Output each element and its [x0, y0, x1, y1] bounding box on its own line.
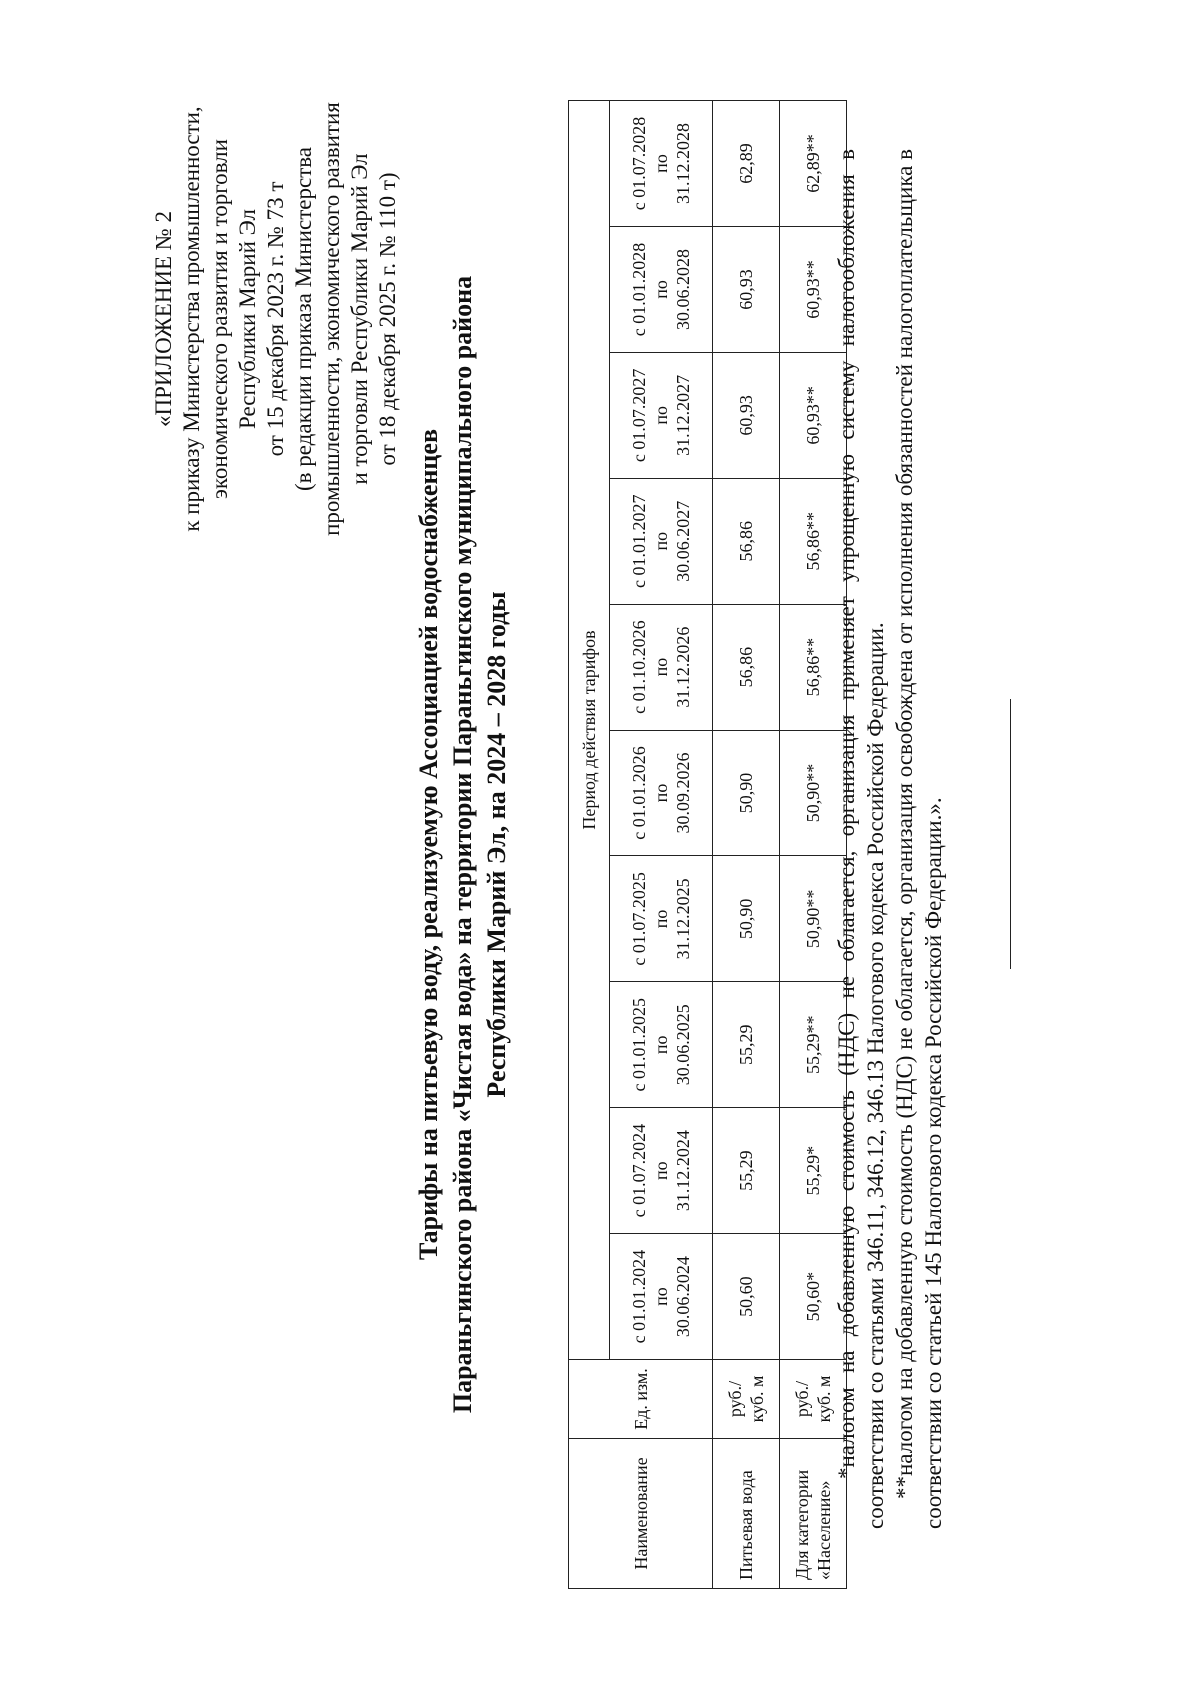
header-name: Наименование	[569, 1439, 713, 1589]
row-unit: руб./ куб. м	[780, 1360, 847, 1439]
document-title	[412, 100, 514, 1589]
period-header: с 01.07.2024 по 31.12.2024	[610, 1108, 713, 1234]
title-line: Параньгинского района «Чистая вода» на территории Параньгинского муниципального района	[448, 275, 477, 1414]
tariff-cell: 56,86**	[780, 478, 847, 604]
tariff-cell: 60,93**	[780, 226, 847, 352]
appendix-line: промышленности, экономического развития	[319, 102, 344, 536]
tariff-cell: 50,60	[713, 1234, 780, 1360]
title-line: Тарифы на питьевую воду, реализуемую Ассоциацией водоснабженцев	[414, 429, 443, 1261]
period-header: с 01.10.2026 по 31.12.2026	[610, 604, 713, 730]
footnote-vat-simplified: *налогом на добавленную стоимость (НДС) не облагается, организация применяет упрощенную систему налогообложения в соответствии со статьями 346.11, 346.12, 346.13 Налогового кодекса Российской Федерации.	[834, 149, 888, 1529]
footnotes	[832, 149, 948, 1529]
appendix-line: от 18 декабря 2025 г. № 110 т)	[375, 172, 400, 466]
tariff-cell: 50,90	[713, 730, 780, 856]
period-header: с 01.01.2024 по 30.06.2024	[610, 1234, 713, 1360]
period-header: с 01.01.2025 по 30.06.2025	[610, 982, 713, 1108]
appendix-line: к приказу Министерства промышленности,	[179, 106, 204, 532]
row-name: Питьевая вода	[713, 1439, 780, 1589]
appendix-line: и торговли Республики Марий Эл	[347, 153, 372, 485]
tariff-cell: 50,90	[713, 856, 780, 982]
period-header: с 01.07.2028 по 31.12.2028	[610, 101, 713, 227]
period-header: с 01.07.2025 по 31.12.2025	[610, 856, 713, 982]
appendix-line: от 15 декабря 2023 г. № 73 т	[263, 181, 288, 457]
tariff-cell: 56,86**	[780, 604, 847, 730]
appendix-line: Республики Марий Эл	[235, 208, 260, 430]
tariff-cell: 56,86	[713, 478, 780, 604]
period-header: с 01.01.2028 по 30.06.2028	[610, 226, 713, 352]
tariff-cell: 60,93	[713, 352, 780, 478]
tariff-cell: 50,60*	[780, 1234, 847, 1360]
period-header: с 01.01.2027 по 30.06.2027	[610, 478, 713, 604]
tariff-cell: 60,93**	[780, 352, 847, 478]
appendix-line: «ПРИЛОЖЕНИЕ № 2	[151, 210, 176, 428]
tariff-cell: 50,90**	[780, 856, 847, 982]
tariff-cell: 62,89	[713, 101, 780, 227]
appendix-line: экономического развития и торговли	[207, 139, 232, 499]
header-period-group: Период действия тарифов	[569, 101, 610, 1360]
tariff-cell: 55,29**	[780, 982, 847, 1108]
row-name: Для категории «Население»	[780, 1439, 847, 1589]
tariff-cell: 62,89**	[780, 101, 847, 227]
title-line: Республики Марий Эл, на 2024 – 2028 годы	[482, 591, 511, 1098]
header-unit: Ед. изм.	[569, 1360, 713, 1439]
tariff-table	[568, 100, 847, 1589]
end-divider-line	[1010, 699, 1011, 969]
appendix-header	[150, 99, 402, 539]
table-header-row	[569, 101, 610, 1589]
period-header: с 01.01.2026 по 30.09.2026	[610, 730, 713, 856]
tariff-cell: 60,93	[713, 226, 780, 352]
tariff-cell: 50,90**	[780, 730, 847, 856]
row-unit: руб./ куб. м	[713, 1360, 780, 1439]
tariff-cell: 55,29	[713, 1108, 780, 1234]
appendix-line: (в редакции приказа Министерства	[291, 147, 316, 492]
tariff-cell: 56,86	[713, 604, 780, 730]
period-header: с 01.07.2027 по 31.12.2027	[610, 352, 713, 478]
tariff-cell: 55,29	[713, 982, 780, 1108]
tariff-cell: 55,29*	[780, 1108, 847, 1234]
table-row	[713, 101, 780, 1589]
footnote-vat-exempt: **налогом на добавленную стоимость (НДС) не облагается, организация освобождена от исполнения обязанностей налогоплательщика в соответствии со статьей 145 Налогового кодекса Российской Федерации.».	[892, 149, 946, 1529]
